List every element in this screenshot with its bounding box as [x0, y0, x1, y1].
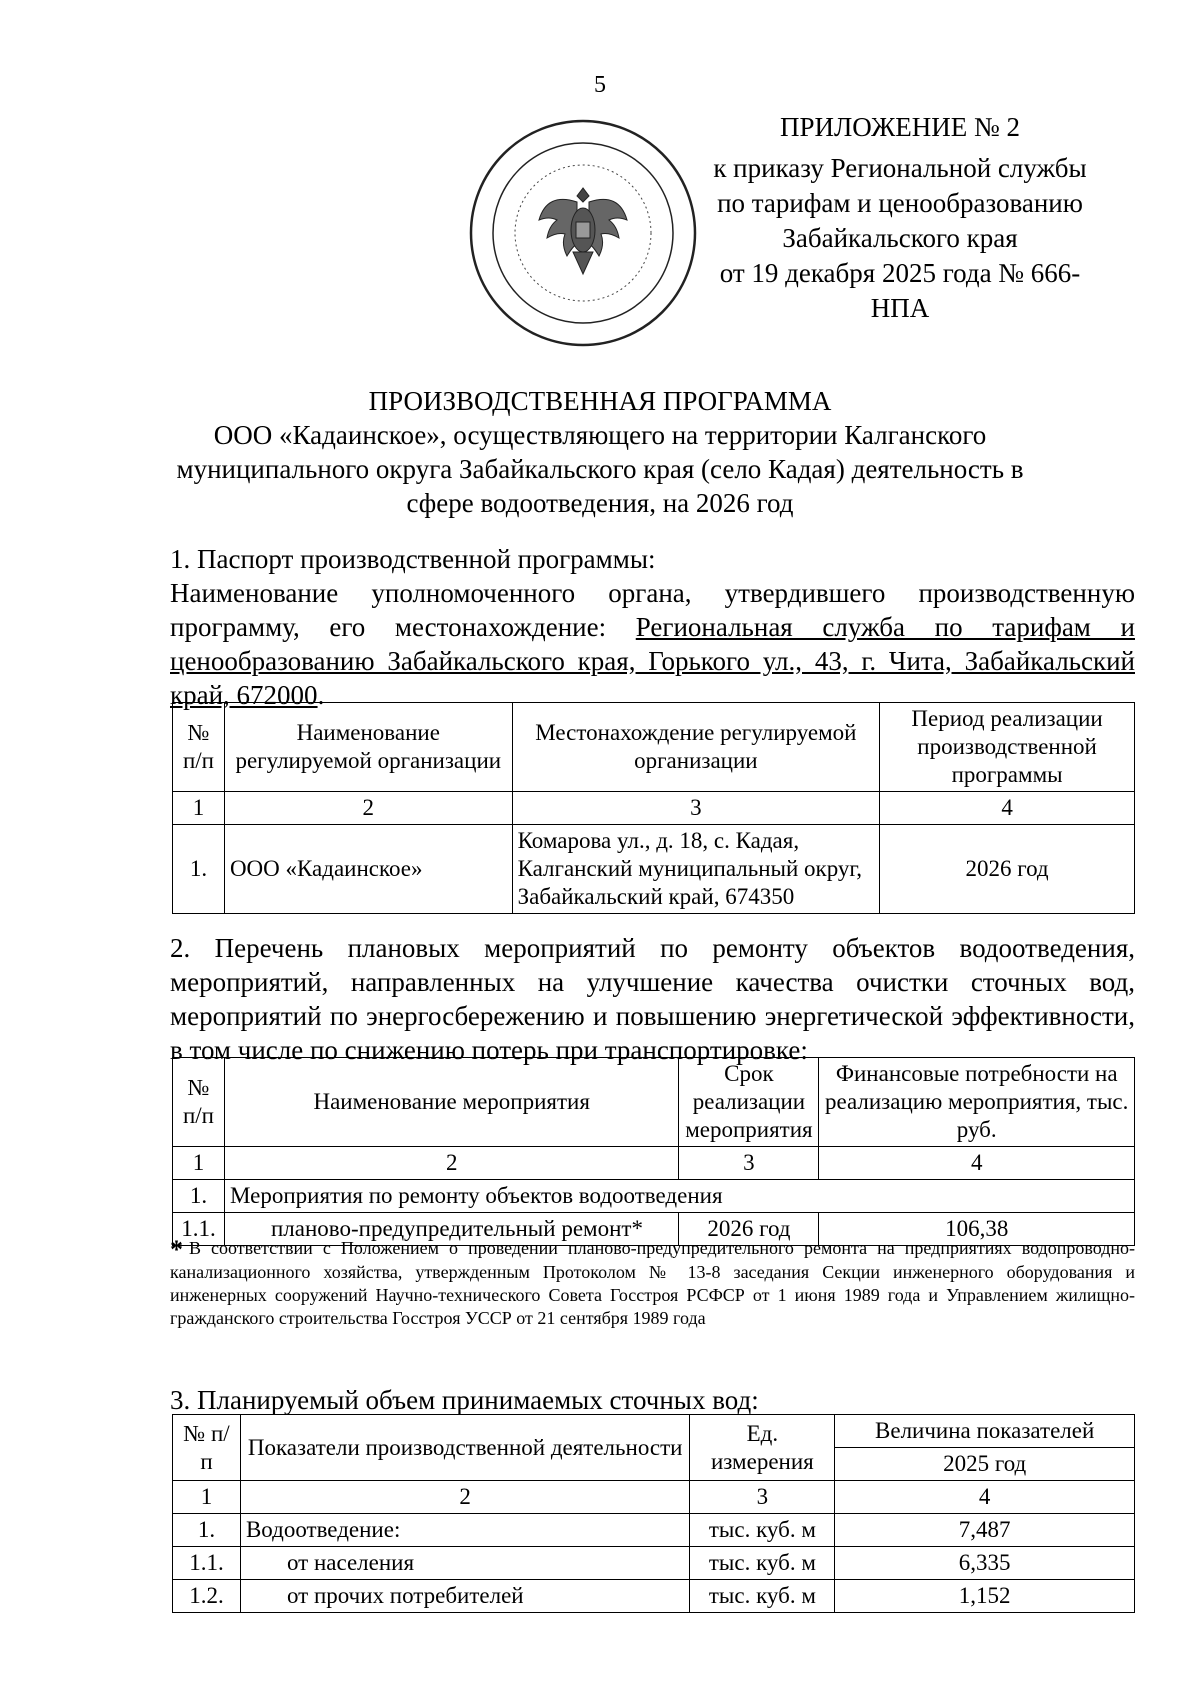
authority-info [170, 576, 1135, 712]
table-group-row [173, 1180, 1135, 1213]
section-1 [170, 542, 1135, 712]
column-number: 4 [880, 792, 1135, 825]
table-cell: Водоотведение: [240, 1514, 689, 1547]
document-header [0, 384, 1200, 520]
document-title: ПРОИЗВОДСТВЕННАЯ ПРОГРАММА [368, 386, 832, 416]
table-cell: ООО «Кадаинское» [224, 825, 512, 914]
section-2-heading: 2. Перечень плановых мероприятий по ремонту объектов водоотведения, мероприятий, направленных на улучшение качества очистки сточных вод, мероприятий по энергосбережению и повышению энергетической эффективности, в том числе по снижению потерь при транспортировке: [170, 933, 1135, 1065]
column-number: 3 [690, 1481, 835, 1514]
column-number: 4 [819, 1147, 1135, 1180]
column-number: 2 [240, 1481, 689, 1514]
table-row [173, 1547, 1135, 1580]
table-header: Срок реализации мероприятия [679, 1058, 819, 1147]
column-number: 1 [173, 1147, 225, 1180]
table-header: № п/п [173, 703, 225, 792]
section-3-heading: 3. Планируемый объем принимаемых сточных вод: [170, 1385, 759, 1415]
authority-address: Региональная служба по тарифам и ценообразованию Забайкальского края, Горького ул., 43, г. Чита, Забайкальский край, 672000 [170, 612, 1135, 710]
table-cell: 2026 год [679, 1213, 819, 1246]
column-number: 4 [835, 1481, 1135, 1514]
column-number: 2 [224, 792, 512, 825]
table-cell: 106,38 [819, 1213, 1135, 1246]
official-seal [468, 118, 698, 348]
table-header: Период реализации производственной программы [880, 703, 1135, 792]
table-cell: 1. [173, 825, 225, 914]
table-header: № п/п [173, 1058, 225, 1147]
table-row [173, 1514, 1135, 1547]
table-header: № п/п [173, 1415, 241, 1481]
table-header: Местонахождение регулируемой организации [512, 703, 880, 792]
coat-of-arms-icon [539, 188, 627, 274]
table-cell: 1. [173, 1514, 241, 1547]
appendix-block [700, 110, 1100, 326]
table-header: Наименование мероприятия [224, 1058, 678, 1147]
column-number: 1 [173, 792, 225, 825]
appendix-title: ПРИЛОЖЕНИЕ № 2 [779, 112, 1021, 142]
footnote-mark: * [170, 1235, 183, 1264]
document-subtitle: ООО «Кадаинское», осуществляющего на территории Калганского муниципального округа Забайкальского края (село Кадая) деятельность в сфере водоотведения, на 2026 год [176, 420, 1024, 518]
table-cell: от прочих потребителей [240, 1580, 689, 1613]
table-cell: тыс. куб. м [690, 1514, 835, 1547]
table-header: Величина показателей [835, 1415, 1135, 1448]
table-cell: 1. [173, 1180, 225, 1213]
column-number: 2 [224, 1147, 678, 1180]
page-number: 5 [594, 72, 606, 98]
table-cell: 6,335 [835, 1547, 1135, 1580]
table-header: Ед. измерения [690, 1415, 835, 1481]
table-cell: 1.1. [173, 1213, 225, 1246]
table-header: Показатели производственной деятельности [240, 1415, 689, 1481]
table-cell: 1.1. [173, 1547, 241, 1580]
appendix-line: от 19 декабря 2025 года № 666-НПА [719, 258, 1081, 323]
passport-table [172, 702, 1135, 914]
appendix-line: к приказу Региональной службы [713, 153, 1087, 183]
footnote [170, 1237, 1135, 1330]
table-subheader: 2025 год [835, 1448, 1135, 1481]
table-cell: 1.2. [173, 1580, 241, 1613]
appendix-line: Забайкальского края [782, 223, 1018, 253]
table-row [173, 1580, 1135, 1613]
table-cell: Комарова ул., д. 18, с. Кадая, Калганский муниципальный округ, Забайкальский край, 674350 [512, 825, 880, 914]
column-number: 3 [679, 1147, 819, 1180]
measures-table [172, 1057, 1135, 1246]
table-cell: 1,152 [835, 1580, 1135, 1613]
footnote-text: В соответствии с Положением о проведении планово-предупредительного ремонта на предприятиях водопроводно-канализационного хозяйства, утвержденным Протоколом № 13-8 заседания Секции инженерного оборудования и инженерных сооружений Научно-технического Совета Госстроя РСФСР от 1 июня 1989 года и Управлением жилищно-гражданского строительства Госстроя УССР от 21 сентября 1989 года [170, 1238, 1135, 1328]
table-cell: Мероприятия по ремонту объектов водоотведения [224, 1180, 1134, 1213]
table-cell: от населения [240, 1547, 689, 1580]
authority-suffix: . [317, 680, 325, 710]
appendix-line: по тарифам и ценообразованию [717, 188, 1083, 218]
section-1-heading: 1. Паспорт производственной программы: [170, 544, 656, 574]
column-number: 1 [173, 1481, 241, 1514]
table-row [173, 825, 1135, 914]
table-cell: тыс. куб. м [690, 1580, 835, 1613]
table-header: Финансовые потребности на реализацию мероприятия, тыс. руб. [819, 1058, 1135, 1147]
authority-label: Наименование уполномоченного органа, утвердившего производственную программу, его местонахождение: [170, 578, 1135, 642]
table-cell: планово-предупредительный ремонт* [224, 1213, 678, 1246]
table-cell: тыс. куб. м [690, 1547, 835, 1580]
table-cell: 7,487 [835, 1514, 1135, 1547]
table-header: Наименование регулируемой организации [224, 703, 512, 792]
volume-table [172, 1414, 1135, 1613]
column-number: 3 [512, 792, 880, 825]
table-cell: 2026 год [880, 825, 1135, 914]
